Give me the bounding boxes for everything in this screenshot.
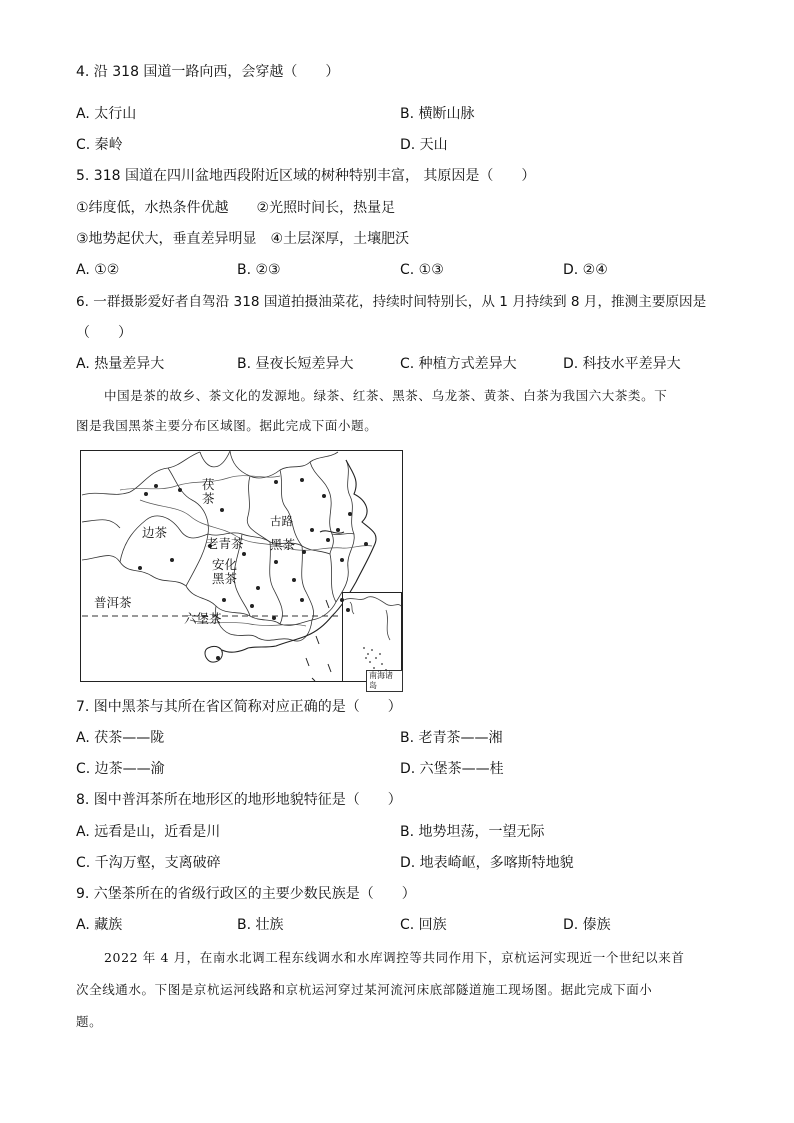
- map-label-gulu: 古路: [270, 514, 293, 528]
- question-6-stem: 6. 一群摄影爱好者自驾沿 318 国道拍摄油菜花，持续时间特别长，从 1 月持续到 8 月，推测主要原因是: [76, 294, 707, 310]
- q4-option-d: D. 天山: [400, 137, 448, 153]
- q7-option-d: D. 六堡茶——桂: [400, 761, 504, 777]
- q6-option-d: D. 科技水平差异大: [563, 356, 681, 372]
- intro-2-line-1: 2022 年 4 月，在南水北调工程东线调水和水库调控等共同作用下，京杭运河实现近一个世纪以来首: [104, 950, 685, 965]
- map-label-fucha-top: 茯: [202, 477, 215, 492]
- q5-option-a: A. ①②: [76, 262, 120, 278]
- intro-1-line-1: 中国是茶的故乡、茶文化的发源地。绿茶、红茶、黑茶、乌龙茶、黄茶、白茶为我国六大茶类。下: [104, 388, 668, 403]
- q6-option-c: C. 种植方式差异大: [400, 356, 517, 372]
- question-9-stem: 9. 六堡茶所在的省级行政区的主要少数民族是（ ）: [76, 886, 416, 902]
- q5-option-d: D. ②④: [563, 262, 608, 278]
- q9-option-c: C. 回族: [400, 917, 447, 933]
- intro-2-line-3: 题。: [76, 1014, 103, 1029]
- question-7-stem: 7. 图中黑茶与其所在省区简称对应正确的是（ ）: [76, 699, 402, 715]
- q7-option-c: C. 边茶——渝: [76, 761, 165, 777]
- q9-option-b: B. 壮族: [237, 917, 284, 933]
- q5-statement-line-1: ①纬度低，水热条件优越 ②光照时间长，热量足: [76, 200, 396, 216]
- question-8-stem: 8. 图中普洱茶所在地形区的地形地貌特征是（ ）: [76, 792, 402, 808]
- map-label-fucha-bottom: 茶: [202, 491, 215, 506]
- intro-1-line-2: 图是我国黑茶主要分布区域图。据此完成下面小题。: [76, 418, 378, 433]
- q8-option-d: D. 地表崎岖，多喀斯特地貌: [400, 855, 574, 871]
- q6-option-a: A. 热量差异大: [76, 356, 165, 372]
- q7-option-a: A. 茯茶——陇: [76, 730, 165, 746]
- map-label-anhua: 安化: [212, 557, 238, 572]
- q4-option-b: B. 横断山脉: [400, 106, 475, 122]
- q5-statement-line-2: ③地势起伏大，垂直差异明显 ④土层深厚，土壤肥沃: [76, 231, 410, 247]
- map-label-liubao: 六堡茶: [184, 611, 222, 626]
- question-6-stem-cont: （ ）: [76, 325, 132, 341]
- black-tea-distribution-map: [80, 450, 403, 690]
- q5-option-c: C. ①③: [400, 262, 444, 278]
- map-label-bianc: 边茶: [142, 525, 168, 540]
- q8-option-a: A. 远看是山，近看是川: [76, 824, 221, 840]
- q8-option-c: C. 千沟万壑，支离破碎: [76, 855, 221, 871]
- map-drawing: [80, 450, 403, 682]
- map-label-laoqing: 老青茶: [206, 536, 244, 551]
- map-label-south-china-sea-islands: 南海诸岛: [366, 670, 403, 692]
- map-label-puer: 普洱茶: [94, 595, 132, 610]
- map-label-gulu-heicha: 黑茶: [270, 537, 296, 552]
- q5-option-b: B. ②③: [237, 262, 281, 278]
- q9-option-d: D. 傣族: [563, 917, 611, 933]
- q4-option-a: A. 太行山: [76, 106, 137, 122]
- q7-option-b: B. 老青茶——湘: [400, 730, 503, 746]
- question-5-stem: 5. 318 国道在四川盆地西段附近区域的树种特别丰富， 其原因是（ ）: [76, 168, 536, 184]
- q6-option-b: B. 昼夜长短差异大: [237, 356, 354, 372]
- intro-2-line-2: 次全线通水。下图是京杭运河线路和京杭运河穿过某河流河床底部隧道施工现场图。据此完成下面小: [76, 982, 653, 997]
- q8-option-b: B. 地势坦荡，一望无际: [400, 824, 545, 840]
- q4-option-c: C. 秦岭: [76, 137, 123, 153]
- map-label-anhua-heicha: 黑茶: [212, 571, 238, 586]
- q9-option-a: A. 藏族: [76, 917, 123, 933]
- question-4-stem: 4. 沿 318 国道一路向西，会穿越（ ）: [76, 64, 340, 80]
